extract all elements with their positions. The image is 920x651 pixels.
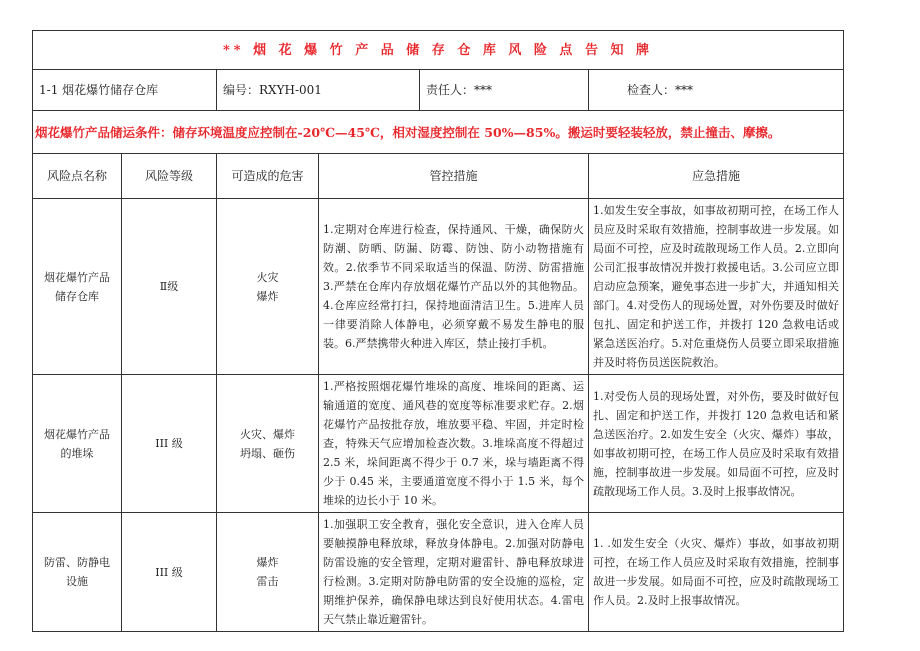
hazard: 火灾 爆炸 [217, 199, 319, 375]
header-control: 管控措施 [319, 154, 589, 199]
page-title: ** 烟 花 爆 竹 产 品 储 存 仓 库 风 险 点 告 知 牌 [33, 31, 844, 70]
risk-name: 烟花爆竹产品 储存仓库 [33, 199, 122, 375]
table-row [33, 513, 844, 632]
header-hazard: 可造成的危害 [217, 154, 319, 199]
emergency-measures: 1.对受伤人员的现场处置，对外伤，要及时做好包扎、固定和护送工作，并拨打 120 急救电话和紧急送医治疗。2.如发生安全（火灾、爆炸）事故，如事故初期可控，在场工作人员应及时采取有效措施，控制事故进一步发展。如局面不可控，应及时疏散现场工作人员。3.及时上报事故情况。 [589, 375, 844, 513]
control-measures: 1.严格按照烟花爆竹堆垛的高度、堆垛间的距离、运输通道的宽度、通风巷的宽度等标准要求贮存。2.烟花爆竹产品按批存放，堆放要平稳、牢固，并定时检查，特殊天气应增加检查次数。3.堆垛高度不得超过 2.5 米，垛间距离不得少于 0.7 米，垛与墙距离不得少于 0.45 米，主要通道宽度不得小于 1.5 米，每个堆垛的边长小于 10 米。 [319, 375, 589, 513]
header-risk-name: 风险点名称 [33, 154, 122, 199]
header-emergency: 应急措施 [589, 154, 844, 199]
risk-level: Ⅱ级 [122, 199, 217, 375]
emergency-measures: 1.如发生安全事故，如事故初期可控，在场工作人员应及时采取有效措施，控制事故进一步发展。如局面不可控，应及时疏散现场工作人员。2.立即向公司汇报事故情况并拨打救援电话。3.公司应立即启动应急预案，避免事态进一步扩大，并通知相关部门。4.对受伤人的现场处置，对外伤要及时做好包扎、固定和护送工作，并拨打 120 急救电话或紧急送医治疗。5.对危重烧伤人员要立即采取措施并及时将伤员送医院救治。 [589, 199, 844, 375]
emergency-measures: 1. .如发生安全（火灾、爆炸）事故，如事故初期可控，在场工作人员应及时采取有效措施，控制事故进一步发展。如局面不可控，应及时疏散现场工作人员。2.及时上报事故情况。 [589, 513, 844, 632]
table-row [33, 199, 844, 375]
inspector-label: 检查人：*** [589, 70, 844, 111]
risk-level: III 级 [122, 375, 217, 513]
risk-name: 烟花爆竹产品 的堆垛 [33, 375, 122, 513]
risk-table [32, 30, 844, 632]
storage-condition: 烟花爆竹产品储运条件：储存环境温度应控制在-20℃—45℃，相对湿度控制在 50%—85%。搬运时要轻装轻放，禁止撞击、摩擦。 [33, 111, 844, 154]
risk-name: 防雷、防静电 设施 [33, 513, 122, 632]
control-measures: 1.定期对仓库进行检查，保持通风、干燥，确保防火防潮、防晒、防漏、防霉、防蚀、防小动物措施有效。2.依季节不同采取适当的保温、防涝、防雷措施 3.严禁在仓库内存放烟花爆竹产品以外的其他物品。4.仓库应经常打扫，保持地面清洁卫生。5.进库人员一律要消除人体静电，必须穿戴不易发生静电的服装。6.严禁携带火种进入库区，禁止接打手机。 [319, 199, 589, 375]
table-row [33, 375, 844, 513]
risk-level: III 级 [122, 513, 217, 632]
control-measures: 1.加强职工安全教育，强化安全意识，进入仓库人员要触摸静电释放球，释放身体静电。2.加强对防静电防雷设施的安全管理，定期对避雷针、静电释放球进行检测。3.定期对防静电防雷的安全设施的巡检，定期维护保养，确保静电球达到良好使用状态。4.雷电天气禁止靠近避雷针。 [319, 513, 589, 632]
risk-notice-board [32, 30, 843, 632]
hazard: 爆炸 雷击 [217, 513, 319, 632]
code-label: 编号：RXYH-001 [217, 70, 420, 110]
responsible-label: 责任人：*** [426, 82, 493, 97]
header-risk-level: 风险等级 [122, 154, 217, 199]
location-label: 1-1 烟花爆竹储存仓库 [33, 70, 217, 111]
hazard: 火灾、爆炸 坍塌、砸伤 [217, 375, 319, 513]
